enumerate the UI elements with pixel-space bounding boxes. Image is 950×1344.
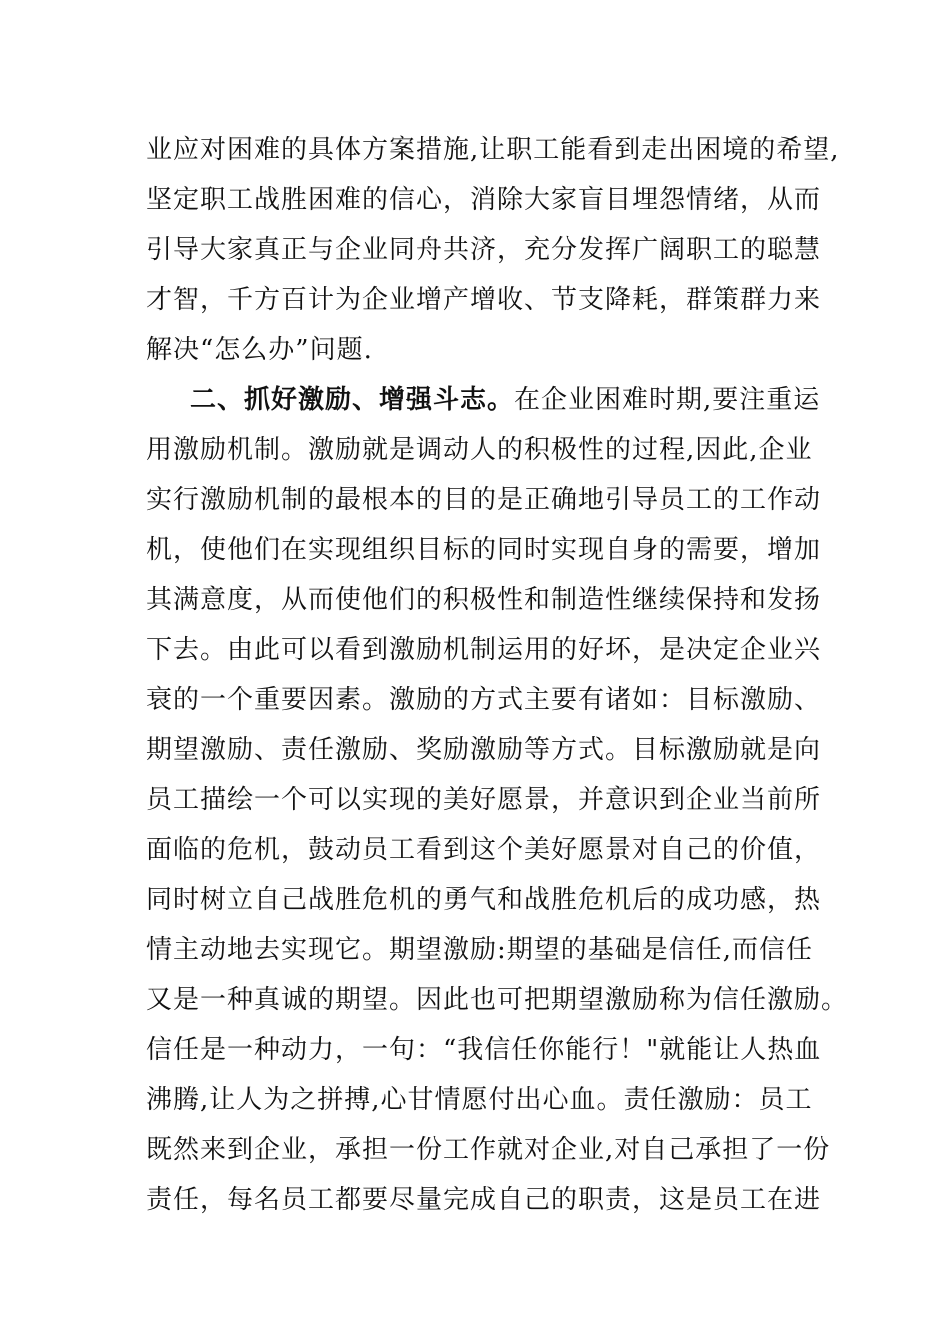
paragraph-2-line: 下去。由此可以看到激励机制运用的好坏，是决定企业兴 [146, 635, 822, 665]
paragraph-2-first-line-text: 在企业困难时期,要注重运 [514, 385, 821, 415]
paragraph-2-line: 沸腾,让人为之拼搏,心甘情愿付出心血。责任激励：员工 [146, 1085, 813, 1115]
paragraph-2-line: 员工描绘一个可以实现的美好愿景，并意识到企业当前所 [146, 785, 822, 815]
paragraph-1-line-5: 解决“怎么办”问题. [146, 335, 373, 365]
paragraph-1-line-1: 业应对困难的具体方案措施,让职工能看到走出困境的希望, [146, 135, 840, 165]
paragraph-1-line-3: 引导大家真正与企业同舟共济，充分发挥广阔职工的聪慧 [146, 235, 822, 265]
paragraph-2-line: 其满意度，从而使他们的积极性和制造性继续保持和发扬 [146, 585, 822, 615]
paragraph-1-line-2: 坚定职工战胜困难的信心，消除大家盲目埋怨情绪，从而 [146, 185, 822, 215]
paragraph-2-line: 面临的危机，鼓动员工看到这个美好愿景对自己的价值， [146, 835, 822, 865]
paragraph-2-line: 又是一种真诚的期望。因此也可把期望激励称为信任激励。 [146, 985, 849, 1015]
paragraph-2-line: 衰的一个重要因素。激励的方式主要有诸如：目标激励、 [146, 685, 822, 715]
section-heading: 二、抓好激励、增强斗志。 [190, 385, 515, 415]
paragraph-2-line: 用激励机制。激励就是调动人的积极性的过程,因此,企业 [146, 435, 813, 465]
paragraph-2-first-line [190, 383, 870, 417]
paragraph-2-line: 同时树立自己战胜危机的勇气和战胜危机后的成功感，热 [146, 885, 822, 915]
paragraph-2-line: 既然来到企业，承担一份工作就对企业,对自己承担了一份 [146, 1135, 831, 1165]
paragraph-2-line: 信任是一种动力，一句：“我信任你能行！"就能让人热血 [146, 1035, 822, 1065]
paragraph-1-line-4: 才智，千方百计为企业增产增收、节支降耗，群策群力来 [146, 285, 822, 315]
paragraph-2-line: 期望激励、责任激励、奖励激励等方式。目标激励就是向 [146, 735, 822, 765]
paragraph-2-line: 机，使他们在实现组织目标的同时实现自身的需要，增加 [146, 535, 822, 565]
paragraph-2-line: 情主动地去实现它。期望激励:期望的基础是信任,而信任 [146, 935, 814, 965]
paragraph-2-line: 实行激励机制的最根本的目的是正确地引导员工的工作动 [146, 485, 822, 515]
paragraph-2-line: 责任，每名员工都要尽量完成自己的职责，这是员工在进 [146, 1185, 822, 1215]
